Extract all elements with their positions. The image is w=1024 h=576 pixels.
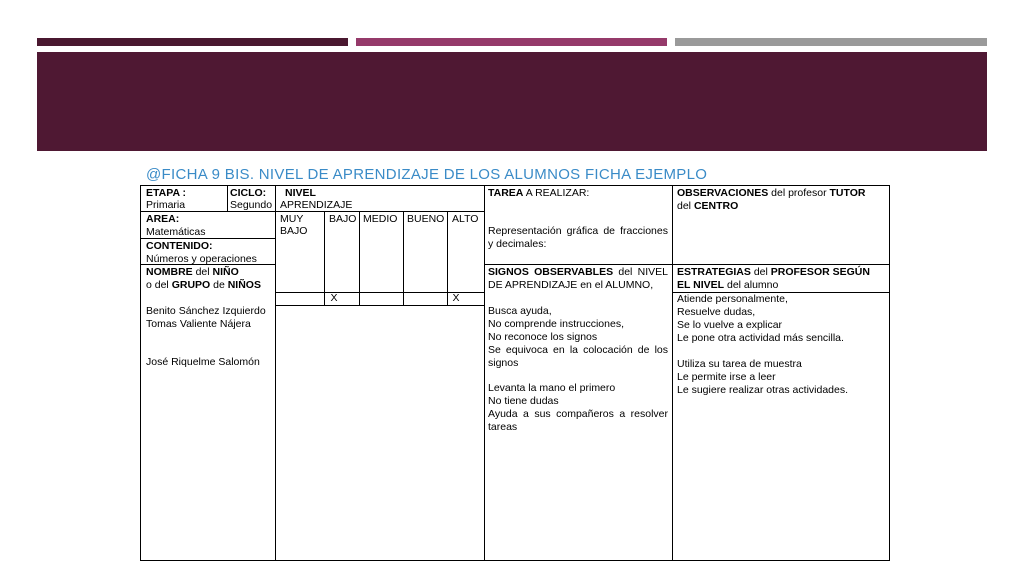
accent-stripe-1 — [37, 38, 348, 46]
ciclo-value: Segundo — [230, 199, 273, 211]
signos-header: SIGNOS OBSERVABLES del NIVEL DE APRENDIZAJE en el ALUMNO, — [488, 266, 668, 291]
learning-level-table — [140, 185, 890, 561]
level-header-alto: ALTO — [452, 213, 479, 225]
signo-item: Se equivoca en la colocación de los signos — [488, 344, 668, 369]
estrategias-sub: EL NIVEL del alumno — [677, 279, 779, 291]
tarea-text: Representación gráfica de fracciones y decimales: — [488, 225, 668, 250]
level-header-muy: MUY — [280, 213, 304, 225]
level-header-bajo: BAJO — [329, 213, 357, 225]
grupo-label: o del GRUPO de NIÑOS — [146, 279, 261, 291]
title-banner — [37, 52, 987, 151]
student-name: José Riquelme Salomón — [146, 356, 260, 368]
estrategia-item: Atiende personalmente, — [677, 293, 788, 305]
tarea-label: TAREA A REALIZAR: — [488, 187, 590, 199]
estrategia-item: Le pone otra actividad más sencilla. — [677, 332, 844, 344]
etapa-value: Primaria — [146, 199, 186, 211]
estrategia-item: Utiliza su tarea de muestra — [677, 358, 802, 370]
signo-item: No comprende instrucciones, — [488, 318, 624, 330]
student-name: Tomas Valiente Nájera — [146, 318, 251, 330]
etapa-label: ETAPA : — [146, 187, 187, 199]
level-header-muy-bajo: BAJO — [280, 225, 308, 237]
signo-item: No reconoce los signos — [488, 331, 598, 343]
nivel-label: NIVEL — [285, 187, 316, 199]
accent-stripe-3 — [675, 38, 987, 46]
observaciones-header: OBSERVACIONES del profesor TUTOR — [677, 187, 866, 199]
estrategia-item: Le permite irse a leer — [677, 371, 776, 383]
estrategia-item: Resuelve dudas, — [677, 306, 756, 318]
level-mark: X — [452, 292, 460, 304]
level-header-medio: MEDIO — [363, 213, 398, 225]
level-mark: X — [330, 292, 338, 304]
estrategias-header: ESTRATEGIAS del PROFESOR SEGÚN — [677, 266, 870, 278]
contenido-value: Números y operaciones — [146, 253, 257, 265]
signo-item: Busca ayuda, — [488, 305, 552, 317]
estrategia-item: Se lo vuelve a explicar — [677, 319, 783, 331]
accent-stripe-2 — [356, 38, 667, 46]
observaciones-sub: del CENTRO — [677, 200, 739, 212]
signo-item: Ayuda a sus compañeros a resolver tareas — [488, 408, 668, 433]
level-header-bueno: BUENO — [407, 213, 445, 225]
nombre-label: NOMBRE del NIÑO — [146, 266, 239, 278]
area-label: AREA: — [146, 213, 180, 225]
nivel-sub: APRENDIZAJE — [280, 199, 353, 211]
signo-item: Levanta la mano el primero — [488, 382, 616, 394]
estrategia-item: Le sugiere realizar otras actividades. — [677, 384, 849, 396]
contenido-label: CONTENIDO: — [146, 240, 213, 252]
document-title: @FICHA 9 BIS. NIVEL DE APRENDIZAJE DE LOS ALUMNOS FICHA EJEMPLO — [146, 166, 708, 183]
student-name: Benito Sánchez Izquierdo — [146, 305, 266, 317]
area-value: Matemáticas — [146, 226, 206, 238]
ciclo-label: CICLO: — [230, 187, 267, 199]
signo-item: No tiene dudas — [488, 395, 559, 407]
